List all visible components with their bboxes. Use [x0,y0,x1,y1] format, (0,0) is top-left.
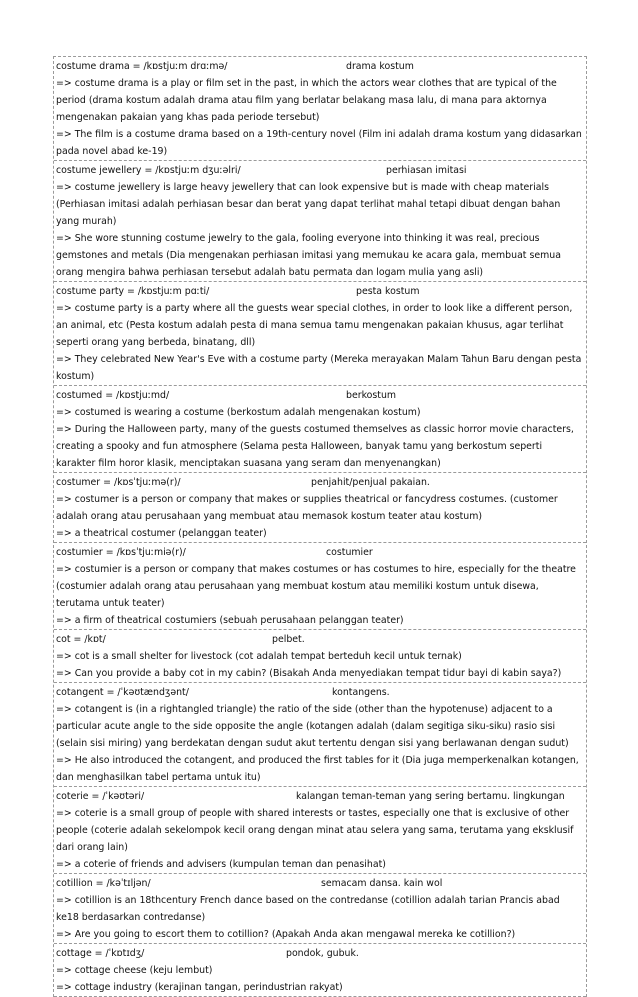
entry [54,386,586,473]
entry-term: costume jewellery = /kɒstjuːm dʒuːəlri/ [56,165,241,176]
entry [54,473,586,543]
entry-term: costumer = /kɒsˈtjuːmə(r)/ [56,477,181,488]
entry-heading [56,58,584,75]
entry [54,57,586,161]
entry [54,787,586,874]
entry-heading [56,544,584,561]
entry-definition: => cotangent is (in a rightangled triangle) the ratio of the side (other than the hypotenuse) adjacent to a particular acute angle to the side opposite the angle (kotangen adalah (dalam segitiga siku-siku) rasio sisi (selain sisi miring) yang berdekatan dengan sudut akut tertentu dengan sisi yang berlawanan dengan sudut) [56,704,569,749]
entry-term: costumier = /kɒsˈtjuːmiə(r)/ [56,547,186,558]
entry-translation: semacam dansa. kain wol [321,878,443,889]
entry-translation: penjahit/penjual pakaian. [311,477,430,488]
entry-translation: kalangan teman-teman yang sering bertamu. lingkungan [296,791,565,802]
entry-heading [56,875,584,892]
entry-heading [56,788,584,805]
entry-definition: => costume jewellery is large heavy jewellery that can look expensive but is made with cheap materials (Perhiasan imitasi adalah perhiasan besar dan berat yang dapat terlihat mahal tetapi dibuat dengan bahan yang murah) [56,182,561,227]
entry-example: => Are you going to escort them to cotillion? (Apakah Anda akan mengawal mereka ke cotillion?) [56,929,516,940]
entry-example: => She wore stunning costume jewelry to the gala, fooling everyone into thinking it was real, precious gemstones and metals (Dia mengenakan perhiasan imitasi yang memukau ke acara gala, membuat semua orang mengira bahwa perhiasan tersebut adalah batu permata dan logam mulia yang asli) [56,233,561,278]
entry-definition: => costume party is a party where all the guests wear special clothes, in order to look like a different person, an animal, etc (Pesta kostum adalah pesta di mana semua tamu mengenakan pakaian khusus, agar terlihat seperti orang yang berbeda, binatang, dll) [56,303,573,348]
entry-definition: => costumer is a person or company that makes or supplies theatrical or fancydress costumes. (customer adalah orang atau perusahaan yang membuat atau memasok kostum teater atau kostum) [56,494,558,522]
entry-heading [56,474,584,491]
entry-translation: pelbet. [272,634,305,645]
entry-definition: => coterie is a small group of people with shared interests or tastes, especially one that is exclusive of other people (coterie adalah sekelompok kecil orang dengan minat atau selera yang sama, terutama yang eksklusif dari orang lain) [56,808,574,853]
entry-translation: pesta kostum [356,286,420,297]
entry-example: => During the Halloween party, many of the guests costumed themselves as classic horror movie characters, creating a spooky and fun atmosphere (Selama pesta Halloween, banyak tamu yang berkostum seperti karakter film horor klasik, menciptakan suasana yang seram dan menyenangkan) [56,424,574,469]
entry-translation: berkostum [346,390,397,401]
entry-translation: perhiasan imitasi [386,165,467,176]
entry [54,874,586,944]
entry-example: => cottage industry (kerajinan tangan, perindustrian rakyat) [56,982,343,993]
entry-example: => Can you provide a baby cot in my cabin? (Bisakah Anda menyediakan tempat tidur bayi di kabin saya?) [56,668,562,679]
entry [54,161,586,282]
entry-definition: => costume drama is a play or film set in the past, in which the actors wear clothes that are typical of the period (drama kostum adalah drama atau film yang berlatar belakang masa lalu, di mana para aktornya mengenakan pakaian yang khas pada periode tersebut) [56,78,557,123]
entry-definition: => costumed is wearing a costume (berkostum adalah mengenakan kostum) [56,407,421,418]
entry-example: => The film is a costume drama based on a 19th-century novel (Film ini adalah drama kostum yang didasarkan pada novel abad ke-19) [56,129,582,157]
entry-term: cotangent = /ˈkəʊtændʒənt/ [56,687,189,698]
entry-definition: => cottage cheese (keju lembut) [56,965,213,976]
entry-translation: pondok, gubuk. [286,948,359,959]
entry-definition: => costumier is a person or company that makes costumes or has costumes to hire, especially for the theatre (costumier adalah orang atau perusahaan yang membuat kostum atau memiliki kostum untuk disewa, terutama untuk teater) [56,564,576,609]
entry-example: => a theatrical costumer (pelanggan teater) [56,528,267,539]
entry-translation: costumier [326,547,373,558]
entry-example: => He also introduced the cotangent, and produced the first tables for it (Dia juga memperkenalkan kotangen, dan menghasilkan tabel pertama untuk itu) [56,755,579,783]
entry-heading [56,283,584,300]
entry [54,944,586,997]
entry [54,630,586,683]
entry-heading [56,684,584,701]
entry-translation: kontangens. [332,687,390,698]
entry-term: cottage = /ˈkɒtɪdʒ/ [56,948,145,959]
entry-heading [56,631,584,648]
vocabulary-list [53,56,587,997]
entry-term: costume party = /kɒstjuːm pɑːti/ [56,286,210,297]
entry-term: cot = /kɒt/ [56,634,106,645]
entry-term: cotillion = /kəˈtɪljən/ [56,878,151,889]
entry-translation: drama kostum [346,61,414,72]
entry-example: => a firm of theatrical costumiers (sebuah perusahaan pelanggan teater) [56,615,404,626]
entry-example: => a coterie of friends and advisers (kumpulan teman dan penasihat) [56,859,386,870]
entry [54,543,586,630]
entry-term: costume drama = /kɒstjuːm drɑːmə/ [56,61,228,72]
entry-definition: => cot is a small shelter for livestock (cot adalah tempat berteduh kecil untuk ternak) [56,651,462,662]
entry-heading [56,387,584,404]
entry [54,683,586,787]
entry-heading [56,945,584,962]
entry-heading [56,162,584,179]
entry-definition: => cotillion is an 18thcentury French dance based on the contredanse (cotillion adalah tarian Prancis abad ke18 berdasarkan contredanse) [56,895,560,923]
entry [54,282,586,386]
entry-term: coterie = /ˈkəʊtəri/ [56,791,145,802]
entry-term: costumed = /kɒstjuːmd/ [56,390,170,401]
entry-example: => They celebrated New Year's Eve with a costume party (Mereka merayakan Malam Tahun Baru dengan pesta kostum) [56,354,582,382]
